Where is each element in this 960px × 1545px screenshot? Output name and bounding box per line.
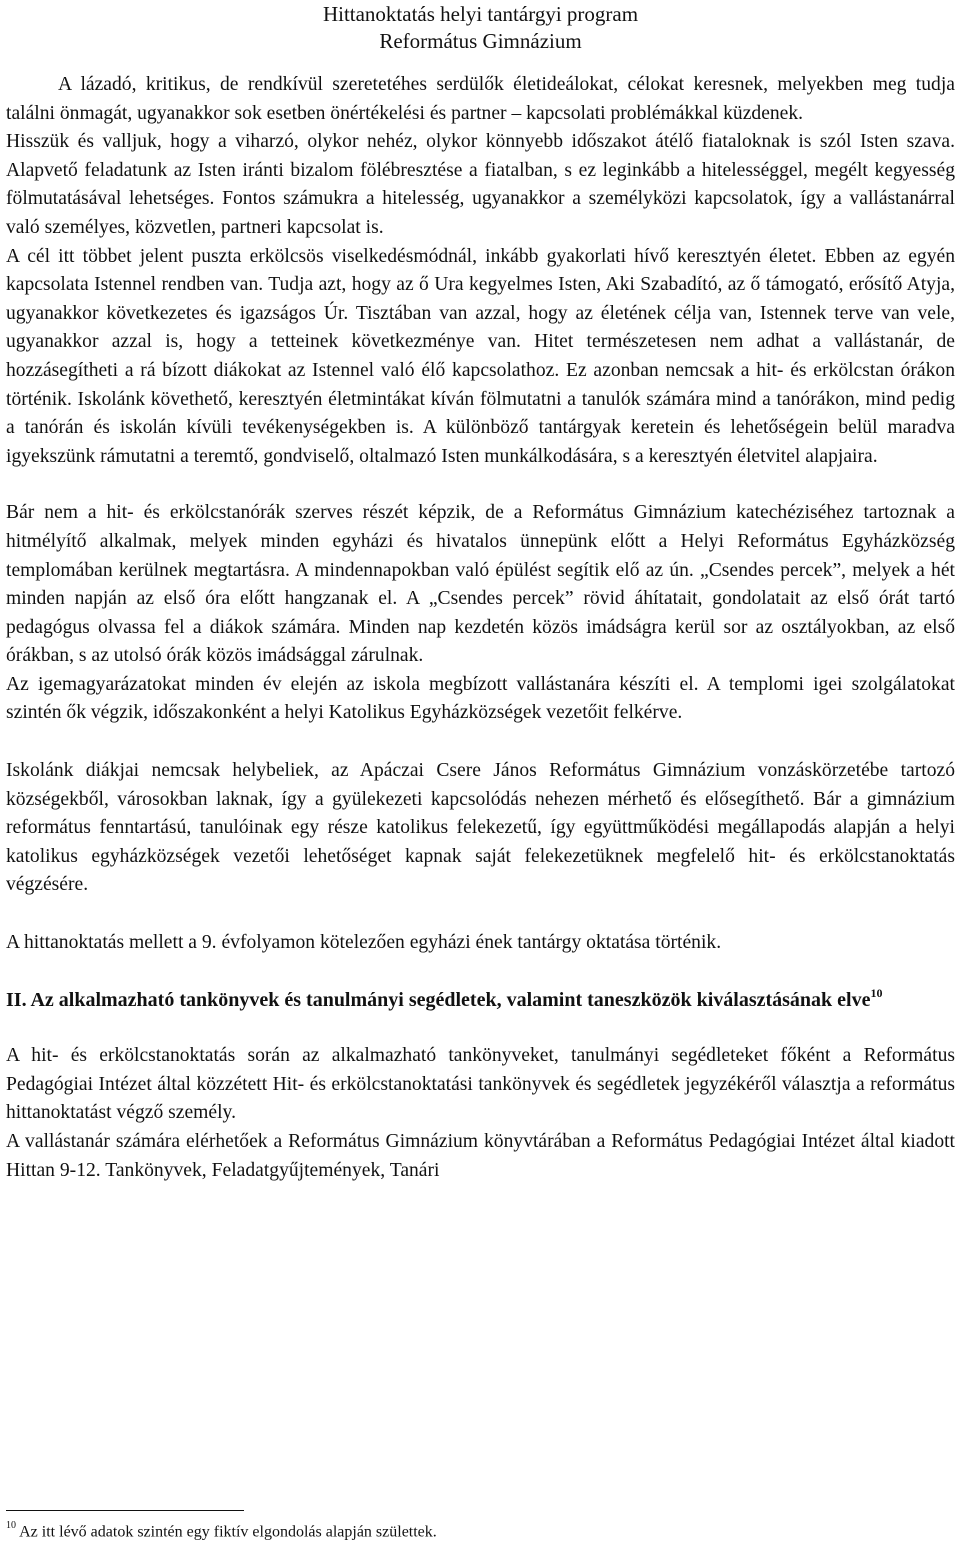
footnote-reference[interactable]: 10 [870,985,883,1000]
header-title: Hittanoktatás helyi tantárgyi program [322,2,639,26]
body-block-4 [6,929,955,958]
document-page [6,0,955,1185]
header-subtitle: Református Gimnázium [379,29,582,53]
body-block-2 [6,499,955,728]
section-heading-block [6,986,955,1015]
paragraph: Bár nem a hit- és erkölcstanórák szerves részét képzik, de a Református Gimnázium katechéziséhez tartoznak a hitmélyítő alkalmak, melyek minden egyházi és hivatalos ünnepünk előtt a Helyi Református Egyházközség templomában kerülnek megtartásra. A mindennapokban való épülést segítik elő az ún. „Csendes percek”, melyek a hét minden napján az első óra előtt hangzanak el. A „Csendes percek” rövid áhítatait, gondolatait az első órát tartó pedagógus olvassa fel a diákok számára. Minden nap kezdetén közös imádságra kerül sor az osztályokban, az első órákban, s az utolsó órák közös imádsággal zárulnak. [6,502,955,667]
paragraph: A lázadó, kritikus, de rendkívül szeretetéhes serdülők életideálokat, célokat keresnek, melyekben meg tudja találni önmagát, ugyanakkor sok esetben önértékelési és partner – kapcsolati problémákkal küzdenek. [6,74,955,124]
footnote-number: 10 [6,1520,16,1531]
paragraph: A cél itt többet jelent puszta erkölcsös viselkedésmódnál, inkább gyakorlati hívő keresztyén életet. Ebben az egyén kapcsolata Istennel rendben van. Tudja azt, hogy az ő Ura kegyelmes Isten, Aki Szabadító, az ő támogató, erősítő Atyja, ugyanakkor következetes és igazságos Úr. Tisztában van azzal, hogy az életének célja van, Istennek terve van vele, ugyanakkor azzal is, hogy a tetteinek következménye van. Hitet természetesen nem adhat a vallástanár, de hozzásegítheti a rá bízott diákokat az Istennel való élő kapcsolathoz. Ez azonban nemcsak a hit- és erkölcstan órákon történik. Iskolánk követhető, keresztyén életmintákat kíván fölmutatni a tanulók számára mind a tanórákon, mind pedig a tanórán és iskolán kívüli tevékenységekben is. A különböző tantárgyak keretein és lehetőségein belül maradva igyekszünk rámutatni a teremtő, gondviselő, oltalmazó Isten munkálkodására, s a keresztyén életvitel alapjaira. [6,245,955,467]
paragraph: A vallástanár számára elérhetőek a Református Gimnázium könyvtárában a Református Pedagógiai Intézet által kiadott Hittan 9-12. Tankönyvek, Feladatgyűjtemények, Tanári [6,1131,955,1181]
paragraph: Iskolánk diákjai nemcsak helybeliek, az Apáczai Csere János Református Gimnázium vonzáskörzetébe tartozó községekből, városokban laknak, így a gyülekezeti kapcsolódás nehezen mérhető és elősegíthető. Bár a gimnázium református fenntartású, tanulóinak egy része katolikus felekezetű, így együttműködési megállapodás alapján a helyi katolikus egyházközségek vezetői lehetőséget kapnak saját felekezetüknek megfelelő hit- és erkölcstanoktatás végzésére. [6,760,955,896]
footnote [6,1518,437,1542]
body-block-5 [6,1042,955,1185]
body-block-1 [6,71,955,471]
paragraph: A hit- és erkölcstanoktatás során az alkalmazható tankönyveket, tanulmányi segédleteket főként a Református Pedagógiai Intézet által közzétett Hit- és erkölcstanoktatási tankönyvek és segédletek jegyzékéről választja a református hittanoktatást végző személy. [6,1045,955,1124]
section-heading [6,986,955,1015]
paragraph: Az igemagyarázatokat minden év elején az iskola megbízott vallástanára készíti el. A templomi igei szolgálatokat szintén ők végzik, időszakonként a helyi Katolikus Egyházközségek vezetőit felkérve. [6,673,955,724]
footnote-divider [6,1510,244,1511]
paragraph: Hisszük és valljuk, hogy a viharzó, olykor nehéz, olykor könnyebb időszakot átélő fiataloknak is szól Isten szava. Alapvető feladatunk az Isten iránti bizalom fölébresztése a fiatalban, s ez leginkább a hitelességgel, megélt kegyesség fölmutatásával lehetséges. Fontos számukra a hitelesség, ugyanakkor a személyközi kapcsolatok, így a vallástanárral való személyes, közvetlen, partneri kapcsolat is. [6,131,955,238]
footnote-text: Az itt lévő adatok szintén egy fiktív elgondolás alapján születtek. [19,1523,437,1541]
paragraph: A hittanoktatás mellett a 9. évfolyamon kötelezően egyházi ének tantárgy oktatása történik. [6,932,722,954]
section-heading-text: II. Az alkalmazható tankönyvek és tanulmányi segédletek, valamint taneszközök kiválasztásának elve [6,988,871,1011]
body-block-3 [6,757,955,900]
